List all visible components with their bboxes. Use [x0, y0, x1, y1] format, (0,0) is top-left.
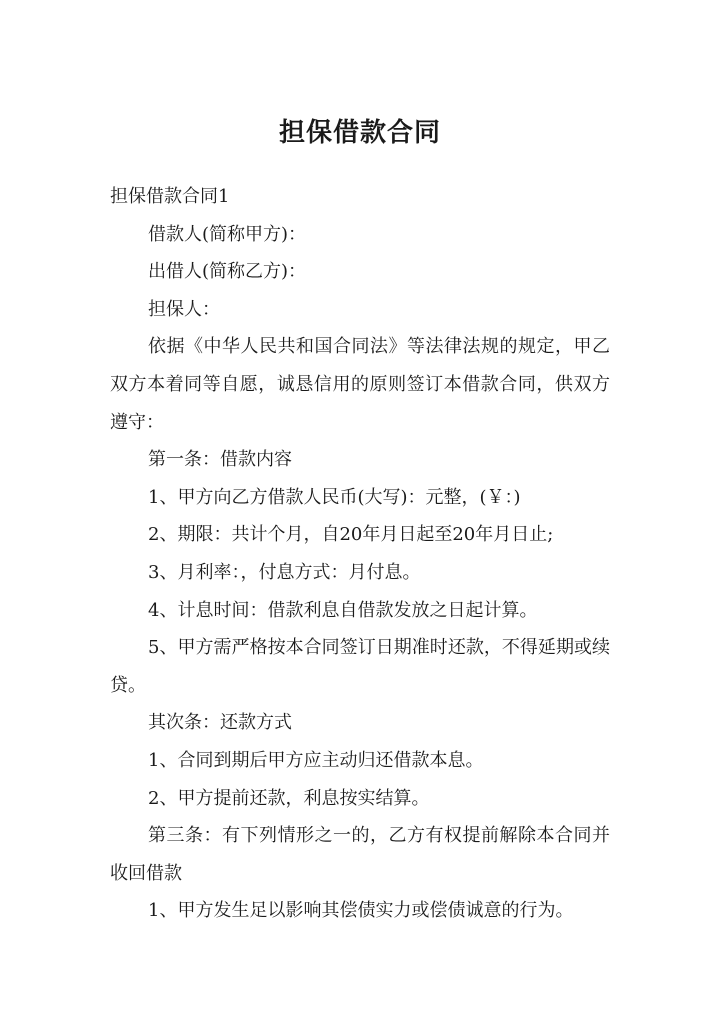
- article-1-item-3: 3、月利率：，付息方式：月付息。: [148, 561, 421, 583]
- article-3-item-1: 1、甲方发生足以影响其偿债实力或偿债诚意的行为。: [148, 900, 574, 922]
- article-1-item-1: 1、甲方向乙方借款人民币(大写)：元整，(￥：): [148, 486, 521, 508]
- preamble-paragraph: 依据《中华人民共和国合同法》等法律法规的规定，甲乙双方本着同等自愿，诚恳信用的原则签订本借款合同，供双方遵守：: [110, 336, 610, 433]
- section-heading: 担保借款合同1: [110, 186, 230, 207]
- article-2-item-1: 1、合同到期后甲方应主动归还借款本息。: [148, 749, 484, 771]
- article-2-item-2: 2、甲方提前还款，利息按实结算。: [148, 787, 430, 809]
- article-1-item-4: 4、计息时间：借款利息自借款发放之日起计算。: [148, 599, 538, 621]
- article-1-heading: 第一条：借款内容: [148, 449, 292, 471]
- article-3-heading: 第三条：有下列情形之一的，乙方有权提前解除本合同并收回借款: [110, 825, 610, 884]
- borrower-line: 借款人(简称甲方)：: [148, 223, 307, 245]
- article-2-heading: 其次条：还款方式: [148, 712, 292, 734]
- article-1-item-2: 2、期限：共计个月，自20年月日起至20年月日止;: [148, 524, 554, 546]
- guarantor-line: 担保人：: [148, 298, 220, 320]
- lender-line: 出借人(简称乙方)：: [148, 261, 307, 283]
- document-title: 担保借款合同: [278, 118, 441, 148]
- article-1-item-5: 5、甲方需严格按本合同签订日期准时还款，不得延期或续贷。: [110, 637, 610, 696]
- document-body: [110, 178, 610, 930]
